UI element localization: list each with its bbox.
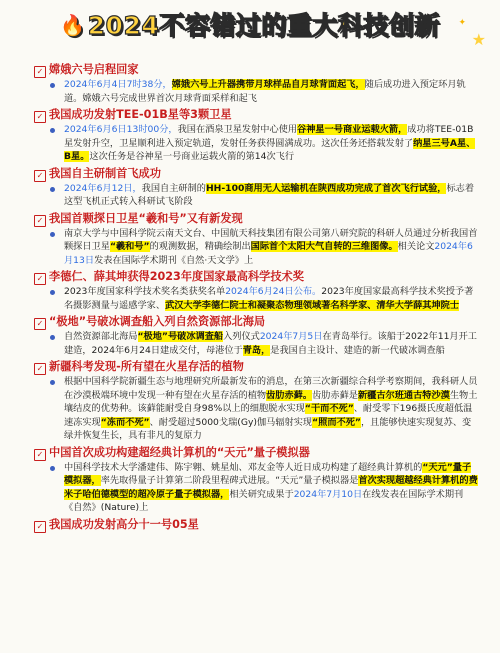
body-text: 、耐受超过5000戈瑞(Gy)伽马辐射实现 xyxy=(149,416,313,428)
highlighted-text: “照而不死” xyxy=(312,416,361,428)
body-text: 2023年度国家最高科学技术奖授予著名摄影测量与遥感学家、 xyxy=(64,286,474,311)
body-text: 中国科学技术大学潘建伟、陈宇翱、姚星灿、邓友金等人近日成功构建了超经典计算机的 xyxy=(64,461,423,473)
news-section xyxy=(0,211,500,268)
body-text: ，且能够快速实现复苏、变绿并恢复生长，具有非凡的复原力 xyxy=(64,416,472,441)
checkbox-icon: ✓ xyxy=(34,215,46,227)
highlighted-text: “干而不死” xyxy=(304,403,354,414)
section-heading xyxy=(34,269,500,285)
section-heading-text: 嫦娥六号启程回家 xyxy=(49,63,139,76)
highlighted-text: 武汉大学李德仁院士和凝聚态物理领域著名科学家、清华大学薛其坤院士 xyxy=(165,299,460,311)
checkbox-icon: ✓ xyxy=(34,318,46,330)
star-icon: ★ xyxy=(471,30,486,49)
news-section xyxy=(0,445,500,515)
bullet-icon xyxy=(50,380,55,385)
body-text: 标志着这型飞机正式转入科研试飞阶段 xyxy=(64,182,475,207)
section-heading xyxy=(34,166,500,182)
section-heading-text: 新疆科考发现-所有望在火星存活的植物 xyxy=(49,360,244,373)
news-list xyxy=(0,62,500,535)
list-item xyxy=(64,461,480,515)
section-heading-text: “极地”号破冰调查船入列自然资源部北海局 xyxy=(49,315,266,328)
news-section xyxy=(0,269,500,312)
section-heading xyxy=(34,62,500,78)
list-item xyxy=(64,182,480,209)
bullet-icon xyxy=(50,232,55,237)
section-heading-text: 我国成功发射TEE-01B星等3颗卫星 xyxy=(49,108,232,121)
news-section xyxy=(0,166,500,209)
highlighted-text: 谷神星一号商业运载火箭， xyxy=(297,124,408,135)
checkbox-icon: ✓ xyxy=(34,66,46,78)
list-item xyxy=(64,285,480,312)
body-text: 齿肋赤藓是 xyxy=(312,389,358,401)
list-item xyxy=(64,227,480,268)
date-text: 2024年7月5日 xyxy=(259,331,323,342)
body-text: 自然资源部北海局 xyxy=(64,331,138,342)
bullet-icon xyxy=(50,187,55,192)
checkbox-icon: ✓ xyxy=(34,170,46,182)
highlighted-text: 首次实现超越经典计算机的费米子哈伯德模型的超冷原子量子模拟器， xyxy=(64,475,478,500)
date-text: 2024年7月10日 xyxy=(293,488,363,500)
section-heading xyxy=(34,359,500,375)
body-text: 相关论文 xyxy=(397,241,435,252)
body-text: 根据中国科学院新疆生态与地理研究所最新发布的消息，在第三次新疆综合科学考察期间，我科研人员在沙漠极端环境中发现一种有望在火星存活的植物 xyxy=(64,376,478,401)
section-heading xyxy=(34,445,500,461)
highlighted-text: 嫦娥六号上升器携带月球样品自月球背面起飞， xyxy=(171,79,365,90)
bullet-icon xyxy=(50,128,55,133)
checkbox-icon: ✓ xyxy=(34,521,46,533)
list-item xyxy=(64,123,480,164)
body-text: 是我国自主设计、建造的新一代破冰调查船 xyxy=(270,344,445,356)
highlighted-text: “冻而不死” xyxy=(100,416,150,428)
section-heading xyxy=(34,314,500,330)
section-heading-text: 李德仁、薛其坤获得2023年度国家最高科学技术奖 xyxy=(49,270,304,283)
body-text: 的观测数据，精确绘制出 xyxy=(149,241,251,252)
date-text: 2024年6月13日 xyxy=(64,241,473,266)
body-text: 在青岛举行。该船于2022年11月开工建造，2024年6月24日建成交付，母港位于 xyxy=(64,331,477,356)
checkbox-icon: ✓ xyxy=(34,363,46,375)
body-text: 发表在国际学术期刊《自然·天文学》上 xyxy=(94,254,254,266)
body-text: 我国自主研制的 xyxy=(141,182,206,194)
body-text: 相关研究成果于 xyxy=(229,488,294,500)
body-text: 2023年度国家科学技术奖名类获奖名单 xyxy=(64,286,226,297)
date-text: 2024年6月12日， xyxy=(64,182,142,194)
body-text: 南京大学与中国科学院云南天文台、中国航天科技集团有限公司第八研究院的科研人员通过分析我国首颗探日卫星 xyxy=(64,227,478,252)
body-text: 这次任务是谷神星一号商业运载火箭的第14次飞行 xyxy=(89,151,295,162)
body-text: 随后成功进入预定环月轨道。嫦娥六号完成世界首次月球背面采样和起飞 xyxy=(64,79,466,104)
highlighted-text: 纳星三号A星、B星。 xyxy=(64,137,476,162)
list-item xyxy=(64,78,480,105)
highlighted-text: “极地”号破冰调查船 xyxy=(137,331,224,342)
section-heading-text: 中国首次成功构建超经典计算机的“天元”量子模拟器 xyxy=(49,445,310,459)
news-section xyxy=(0,359,500,443)
section-heading-text: 我国首颗探日卫星“羲和号”又有新发现 xyxy=(49,211,243,225)
highlighted-text: 国际首个太阳大气自转的三维图像。 xyxy=(250,241,398,252)
news-section xyxy=(0,62,500,105)
section-heading-text: 我国成功发射高分十一号05星 xyxy=(49,517,199,531)
news-section xyxy=(0,517,500,533)
highlighted-text: 新疆古尔班通古特沙漠 xyxy=(358,389,450,401)
body-text: 我国在酒泉卫星发射中心使用 xyxy=(177,124,298,135)
section-heading xyxy=(34,107,500,123)
highlighted-text: 青岛， xyxy=(242,344,271,356)
body-text: 成功将TEE-01B星发射升空，卫星顺利进入预定轨道，发射任务获得圆满成功。这次任务还搭载发射了 xyxy=(64,124,474,149)
body-text: 、耐受零下196摄氏度超低温速冻实现 xyxy=(64,403,473,428)
section-heading-text: 我国自主研制首飞成功 xyxy=(49,166,161,180)
section-heading xyxy=(34,517,500,533)
date-text: 2024年6月24日公布。 xyxy=(225,286,322,297)
body-text: 率先取得量子计算第二阶段里程碑式进展。“天元”量子模拟器是 xyxy=(100,475,359,486)
bullet-icon xyxy=(50,466,55,471)
title-text: 🔥2024不容错过的重大科技创新 xyxy=(60,11,440,40)
highlighted-text: HH-100商用无人运输机在陕西成功完成了首次飞行试验， xyxy=(205,182,447,194)
fire-icon: 🔥 xyxy=(60,13,86,37)
date-text: 2024年6月4日7时38分， xyxy=(64,79,172,90)
checkbox-icon: ✓ xyxy=(34,273,46,285)
date-text: 2024年6月6日13时00分， xyxy=(64,124,178,135)
checkbox-icon: ✓ xyxy=(34,449,46,461)
news-section xyxy=(0,107,500,164)
body-text: 生物土壤结皮的优势种。该藓能耐受自身98%以上的细胞脱水实现 xyxy=(64,389,478,414)
body-text: 在线发表在国际学术期刊《自然》(Nature)上 xyxy=(64,488,464,513)
highlighted-text: 齿肋赤藓。 xyxy=(266,389,313,401)
highlighted-text: “天元”量子模拟器， xyxy=(64,461,472,486)
bullet-icon xyxy=(50,335,55,340)
bullet-icon xyxy=(50,290,55,295)
body-text: 入列仪式 xyxy=(223,331,260,342)
page-title xyxy=(0,6,500,42)
list-item xyxy=(64,375,480,443)
highlighted-text: “羲和号” xyxy=(109,241,150,252)
checkbox-icon: ✓ xyxy=(34,111,46,123)
sparkle-icon: ✦ xyxy=(458,18,466,28)
bullet-icon xyxy=(50,83,55,88)
section-heading xyxy=(34,211,500,227)
list-item xyxy=(64,330,480,357)
news-section xyxy=(0,314,500,357)
